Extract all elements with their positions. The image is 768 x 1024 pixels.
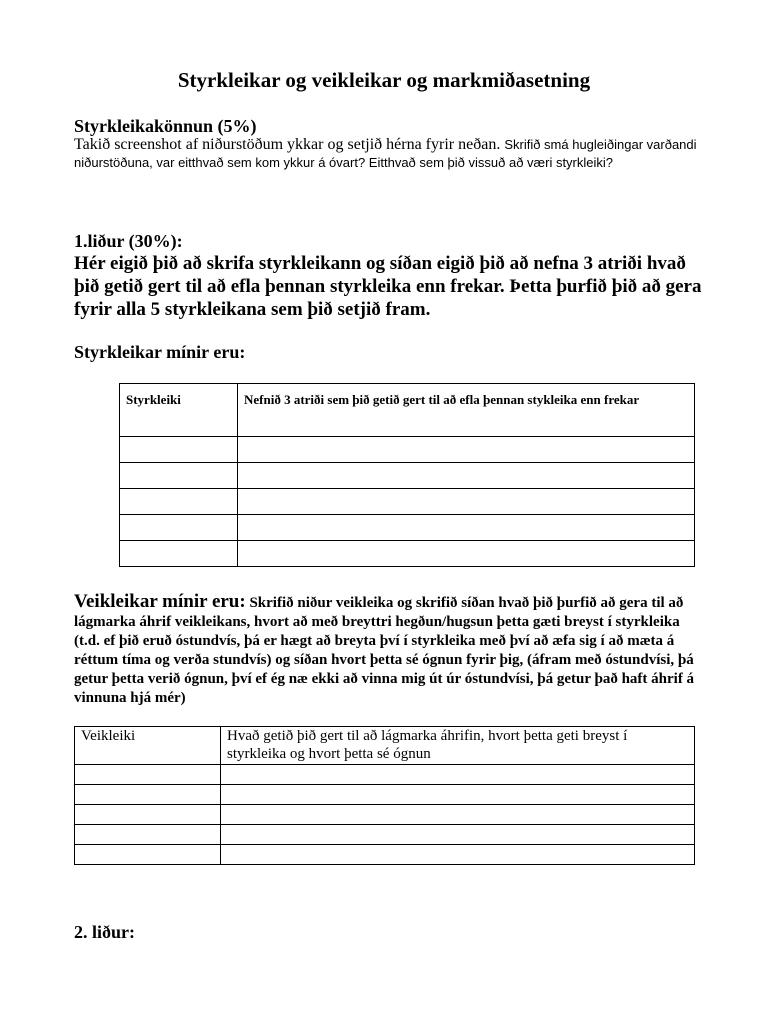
- weakness-actions-cell[interactable]: [221, 785, 695, 805]
- weaknesses-col1-header: Veikleiki: [75, 727, 221, 765]
- weakness-actions-cell[interactable]: [221, 765, 695, 785]
- strength-cell[interactable]: [120, 489, 238, 515]
- strength-survey-instructions: [74, 136, 714, 172]
- survey-instructions-main: Takið screenshot af niðurstöðum ykkar og setjið hérna fyrir neðan.: [74, 136, 501, 153]
- weaknesses-section: [74, 592, 704, 708]
- weaknesses-table: [74, 726, 695, 865]
- strengths-col1-header: Styrkleiki: [120, 384, 238, 437]
- table-row: [120, 515, 695, 541]
- weakness-cell[interactable]: [75, 805, 221, 825]
- table-row: [75, 765, 695, 785]
- table-row: [120, 541, 695, 567]
- weaknesses-heading: Veikleikar mínir eru:: [74, 591, 246, 612]
- table-row: [120, 463, 695, 489]
- table-row: [120, 437, 695, 463]
- strength-actions-cell[interactable]: [238, 541, 695, 567]
- strengths-col2-header: Nefnið 3 atriði sem þið getið gert til að efla þennan stykleika enn frekar: [238, 384, 695, 437]
- part1-instructions: Hér eigið þið að skrifa styrkleikann og síðan eigið þið að nefna 3 atriði hvað þið getið gert til að efla þennan styrkleika enn frekar. Þetta þurfið þið að gera fyrir alla 5 styrkleikana sem þið setjið fram.: [74, 253, 702, 320]
- table-row: [120, 489, 695, 515]
- strengths-table-header-row: [120, 384, 695, 437]
- strength-actions-cell[interactable]: [238, 515, 695, 541]
- weakness-actions-cell[interactable]: [221, 825, 695, 845]
- table-row: [75, 805, 695, 825]
- part2-label: 2. liður:: [74, 922, 135, 942]
- weaknesses-table-header-row: [75, 727, 695, 765]
- strength-actions-cell[interactable]: [238, 463, 695, 489]
- strength-survey-heading: Styrkleikakönnun (5%): [74, 116, 257, 136]
- survey-instructions-small: Skrifið smá hugleiðingar varðandi niðurstöðuna, var eitthvað sem kom ykkur á óvart? Eitthvað sem þið vissuð að væri styrkleiki?: [74, 137, 697, 170]
- weakness-cell[interactable]: [75, 825, 221, 845]
- weakness-cell[interactable]: [75, 845, 221, 865]
- table-row: [75, 785, 695, 805]
- table-row: [75, 825, 695, 845]
- weakness-actions-cell[interactable]: [221, 805, 695, 825]
- table-row: [75, 845, 695, 865]
- weakness-cell[interactable]: [75, 785, 221, 805]
- weaknesses-instructions: Skrifið niður veikleika og skrifið síðan hvað þið þurfið að gera til að lágmarka áhrif veikleikans, hvort að með breyttri hegðun/hugsun þetta gæti breyst í styrkleika (t.d. ef þið eruð óstundvís, þá er hægt að breyta því í styrkleika með því að æfa sig í að mæta á réttum tíma og verða stundvís) og síðan hvort þetta sé ógnun fyrir þig, (áfram með óstundvísi, þá getur þetta verið ógnun, því ef ég næ ekki að vinna mig út úr óstundvísi, þá getur það haft áhrif á vinnuna hjá mér): [74, 595, 695, 706]
- weakness-cell[interactable]: [75, 765, 221, 785]
- document-title: Styrkleikar og veikleikar og markmiðasetning: [177, 68, 591, 92]
- strength-cell[interactable]: [120, 463, 238, 489]
- strengths-table: [119, 383, 695, 567]
- strength-cell[interactable]: [120, 541, 238, 567]
- strength-actions-cell[interactable]: [238, 489, 695, 515]
- strengths-heading: Styrkleikar mínir eru:: [74, 342, 246, 362]
- strength-actions-cell[interactable]: [238, 437, 695, 463]
- part1-label: 1.liður (30%):: [74, 231, 183, 251]
- weaknesses-col2-header: Hvað getið þið gert til að lágmarka áhrifin, hvort þetta geti breyst í styrkleika og hvort þetta sé ógnun: [221, 727, 695, 765]
- strength-cell[interactable]: [120, 437, 238, 463]
- strength-cell[interactable]: [120, 515, 238, 541]
- weakness-actions-cell[interactable]: [221, 845, 695, 865]
